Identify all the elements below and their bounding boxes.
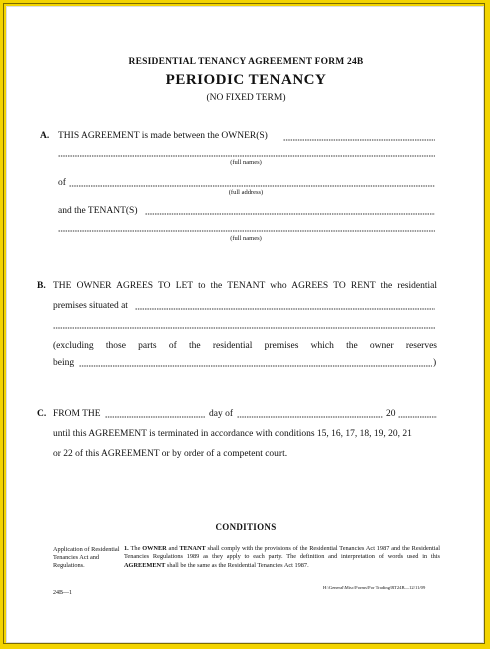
main-title: PERIODIC TENANCY (165, 72, 327, 88)
tenant-name-field-2[interactable] (58, 230, 435, 232)
hint-full-address: (full address) (228, 189, 264, 196)
section-b-line4: (excluding those parts of the residential premises which the owner reserves (53, 341, 437, 351)
section-b-line1: THE OWNER AGREES TO LET to the TENANT who AGREES TO RENT the residential (53, 281, 437, 291)
day-field[interactable] (105, 416, 205, 418)
owner-address-field[interactable] (69, 185, 435, 187)
section-c-line3: or 22 of this AGREEMENT or by order of a competent court. (53, 449, 288, 459)
condition-text-3: shall comply with the provisions of the Residential Tenancies Act 1987 and the Residential Tenancies Regulations 1989 as they apply to each party. The definition and interpretation of words used in this (124, 545, 440, 561)
section-c-line2: until this AGREEMENT is terminated in accordance with conditions 15, 16, 17, 18, 19, 20, 21 (53, 429, 412, 439)
year-field[interactable] (398, 416, 437, 418)
section-b-line2: premises situated at (53, 301, 128, 311)
reserved-parts-field[interactable] (79, 365, 432, 367)
form-title: RESIDENTIAL TENANCY AGREEMENT FORM 24B (128, 57, 364, 67)
section-b-label: B. (37, 281, 46, 291)
owner-name-field[interactable] (283, 139, 435, 141)
subtitle: (NO FIXED TERM) (206, 93, 286, 103)
premises-field[interactable] (135, 308, 435, 310)
section-b-line5-end: ) (433, 358, 437, 368)
year-prefix: 20 (386, 409, 396, 419)
condition-1 (124, 545, 440, 570)
day-of-label: day of (209, 409, 234, 419)
document-page (6, 6, 484, 643)
condition-text-1: The (130, 545, 143, 552)
premises-field-2[interactable] (53, 327, 435, 329)
conditions-heading: CONDITIONS (215, 522, 277, 532)
form-code: 24B—1 (53, 590, 73, 596)
tenant-term: TENANT (179, 545, 206, 552)
owner-term: OWNER (142, 545, 167, 552)
section-a-label: A. (40, 131, 50, 141)
file-path: H:\General\Misc\Forms\For Trading\RT24B—12/11/09 (323, 585, 426, 590)
from-the-label: FROM THE (53, 409, 101, 419)
condition-text-4: shall be the same as the Residential Tenancies Act 1987. (165, 561, 309, 569)
of-label: of (58, 178, 66, 188)
section-b-line5: being (53, 358, 75, 368)
tenant-name-field[interactable] (145, 213, 435, 215)
condition-number: 1. (124, 545, 129, 552)
side-note: Application of Residential Tenancies Act and Regulations. (53, 546, 120, 570)
month-field[interactable] (237, 416, 383, 418)
agreement-term: AGREEMENT (124, 561, 166, 569)
hint-full-names-2: (full names) (230, 235, 262, 242)
owner-name-field-2[interactable] (58, 155, 435, 157)
tenant-label: and the TENANT(S) (58, 206, 138, 216)
section-a-line1: THIS AGREEMENT is made between the OWNER(S) (58, 131, 268, 141)
section-c-label: C. (37, 409, 47, 419)
hint-full-names: (full names) (230, 159, 262, 166)
condition-text-2: and (166, 545, 180, 552)
